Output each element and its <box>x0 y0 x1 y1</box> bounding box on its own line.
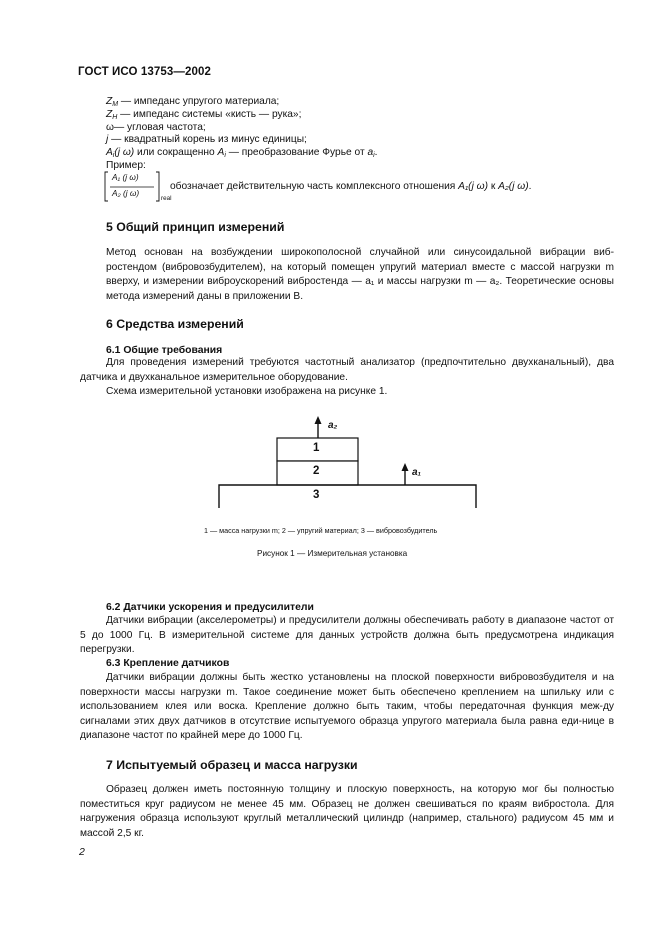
example-real-subscript: real <box>161 195 172 202</box>
section-5-paragraph: Метод основан на возбуждении широкополосной случайной или синусоидальной вибрации виб-ростендом (вибровозбудителем), на который помещен упругий материал вместе с массой нагрузки m вверху, и измерении виброускорений вибростенда — a₁ и массы нагрузки m — a₂. Теоретические основы метода измерений даны в приложении В. <box>106 247 614 302</box>
definition-j: j — квадратный корень из минус единицы; <box>106 134 307 145</box>
example-numerator: A₁ (j ω) <box>112 172 139 182</box>
definition-ai: $A_i(j$ ω) или сокращенно $A_i$ — преобразование Фурье от $a_i$. <box>106 147 378 159</box>
measurement-setup-figure <box>210 412 485 516</box>
subsection-6-1-paragraph: Для проведения измерений требуются частотный анализатор (предпочтительно двухканальный), два датчика и двухканальное измерительное оборудование. <box>80 357 614 383</box>
label-a1: a₁ <box>412 467 422 478</box>
section-6-heading: 6 Средства измерений <box>106 317 244 331</box>
subsection-6-3-heading: 6.3 Крепление датчиков <box>106 658 230 669</box>
subsection-6-2-paragraph: Датчики вибрации (акселерометры) и предусилители должны обеспечивать работу в диапазоне частот от 5 до 1000 Гц. В измерительной системе для данных устройств должна быть предусмотрена индикация перегрузки. <box>80 615 614 655</box>
vibration-exciter-base <box>219 485 476 508</box>
a2-arrow-head <box>315 416 322 424</box>
a1-arrow-head <box>402 463 409 471</box>
definition-omega: ω— угловая частота; <box>106 122 206 133</box>
subsection-6-3-paragraph: Датчики вибрации должны быть жестко установлены на плоской поверхности вибровозбудителя и на поверхности массы нагрузки m. Такое соединение может быть обеспечено креплением на шпильку или с использованием клея или воска. Крепление должно быть таким, чтобы передаточная функция меж-ду сигналами этих двух датчиков в отсутствие испытуемого образца упругого материала была равна еди-нице в диапазоне частот по крайней мере до 1000 Гц. <box>80 672 614 741</box>
box-label-1: 1 <box>313 442 320 454</box>
document-header: ГОСТ ИСО 13753—2002 <box>78 66 211 78</box>
example-description: обозначает действительную часть комплексного отношения A₁(j ω) к A₂(j ω). <box>170 181 532 192</box>
definition-zh: $Z_H$ — импеданс системы «кисть — рука»; <box>106 109 302 121</box>
example-denominator: A₂ (j ω) <box>112 188 140 198</box>
box-label-3: 3 <box>313 489 320 501</box>
subsection-6-2-heading: 6.2 Датчики ускорения и предусилители <box>106 602 314 613</box>
definition-zm: $Z_M$ — импеданс упругого материала; <box>106 96 280 108</box>
figure-legend: 1 — масса нагрузки m; 2 — упругий материал; 3 — вибровозбудитель <box>204 526 438 535</box>
figure-caption: Рисунок 1 — Измерительная установка <box>257 549 408 558</box>
section-5-heading: 5 Общий принцип измерений <box>106 220 285 234</box>
box-label-2: 2 <box>313 465 320 477</box>
example-label: Пример: <box>106 160 146 171</box>
page-number: 2 <box>79 846 85 858</box>
label-a2: a₂ <box>328 420 338 431</box>
section-7-heading: 7 Испытуемый образец и масса нагрузки <box>106 758 358 772</box>
section-7-paragraph: Образец должен иметь постоянную толщину и плоскую поверхность, на которую мог бы полностью поместиться круг радиусом не менее 45 мм. Образец не должен свешиваться по краям вибростола. Для нагружения образца используют круглый металлический цилиндр (например, стального) радиусом 45 мм и массой 2,5 кг. <box>80 784 614 839</box>
subsection-6-1-heading: 6.1 Общие требования <box>106 345 223 356</box>
figure-reference-text: Схема измерительной установки изображена на рисунке 1. <box>106 386 388 397</box>
